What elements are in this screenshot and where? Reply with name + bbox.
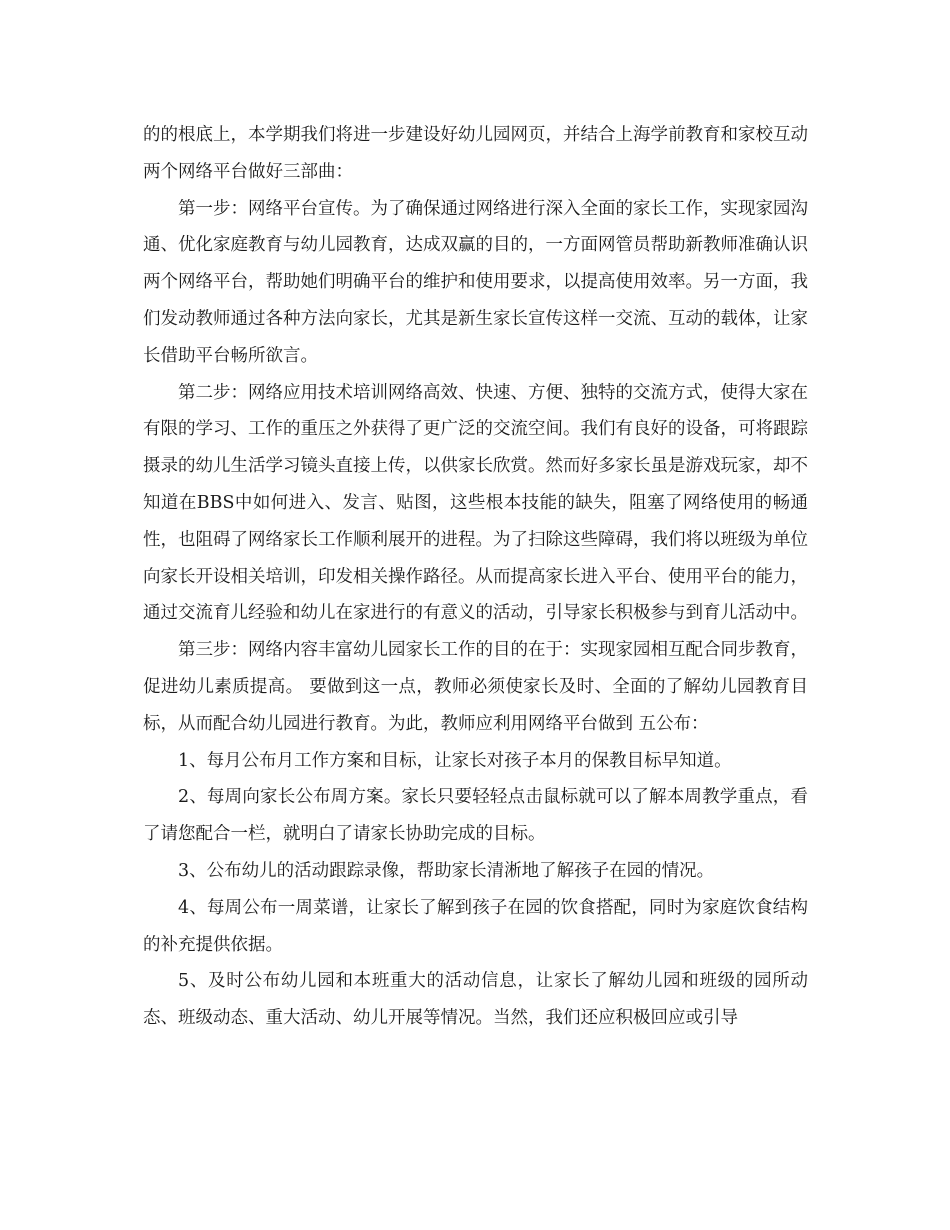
list-item-1: 1、每月公布月工作方案和目标，让家长对孩子本月的保教目标早知道。 — [178, 750, 732, 771]
document-body — [143, 117, 808, 1037]
list-item-3: 3、公布幼儿的活动跟踪录像，帮助家长清淅地了解孩子在园的情况。 — [178, 860, 715, 881]
list-item-4: 4、每周公布一周菜谱，让家长了解到孩子在园的饮食搭配，同时为家庭饮食结构的补充提供依据。 — [143, 897, 808, 955]
paragraph-continuation: 的的根底上，本学期我们将进一步建设好幼儿园网页，并结合上海学前教育和家校互动两个网络平台做好三部曲： — [143, 125, 808, 182]
paragraph-step-three: 第三步：网络内容丰富幼儿园家长工作的目的在于：实现家园相互配合同步教育，促进幼儿素质提高。 要做到这一点，教师必须使家长及时、全面的了解幼儿园教育目标，从而配合幼儿园进行教育。为此，教师应利用网络平台做到 五公布： — [143, 640, 808, 734]
list-item-5: 5、及时公布幼儿园和本班重大的活动信息，让家长了解幼儿园和班级的园所动态、班级动态、重大活动、幼儿开展等情况。当然，我们还应积极回应或引导 — [143, 971, 808, 1029]
paragraph-step-one: 第一步：网络平台宣传。为了确保通过网络进行深入全面的家长工作，实现家园沟通、优化家庭教育与幼儿园教育，达成双赢的目的，一方面网管员帮助新教师准确认识两个网络平台，帮助她们明确平台的维护和使用要求，以提高使用效率。另一方面，我们发动教师通过各种方法向家长，尤其是新生家长宣传这样一交流、互动的载体，让家长借助平台畅所欲言。 — [143, 198, 808, 366]
list-item-2: 2、每周向家长公布周方案。家长只要轻轻点击鼠标就可以了解本周教学重点，看了请您配合一栏，就明白了请家长协助完成的目标。 — [143, 787, 808, 845]
paragraph-step-two: 第二步：网络应用技术培训网络高效、快速、方便、独特的交流方式，使得大家在有限的学习、工作的重压之外获得了更广泛的交流空间。我们有良好的设备，可将跟踪摄录的幼儿生活学习镜头直接上传，以供家长欣赏。然而好多家长虽是游戏玩家，却不知道在BBS中如何进入、发言、贴图，这些根本技能的缺失，阻塞了网络使用的畅通性，也阻碍了网络家长工作顺利展开的进程。为了扫除这些障碍，我们将以班级为单位向家长开设相关培训，印发相关操作路径。从而提高家长进入平台、使用平台的能力，通过交流育儿经验和幼儿在家进行的有意义的活动，引导家长积极参与到育儿活动中。 — [143, 382, 808, 624]
